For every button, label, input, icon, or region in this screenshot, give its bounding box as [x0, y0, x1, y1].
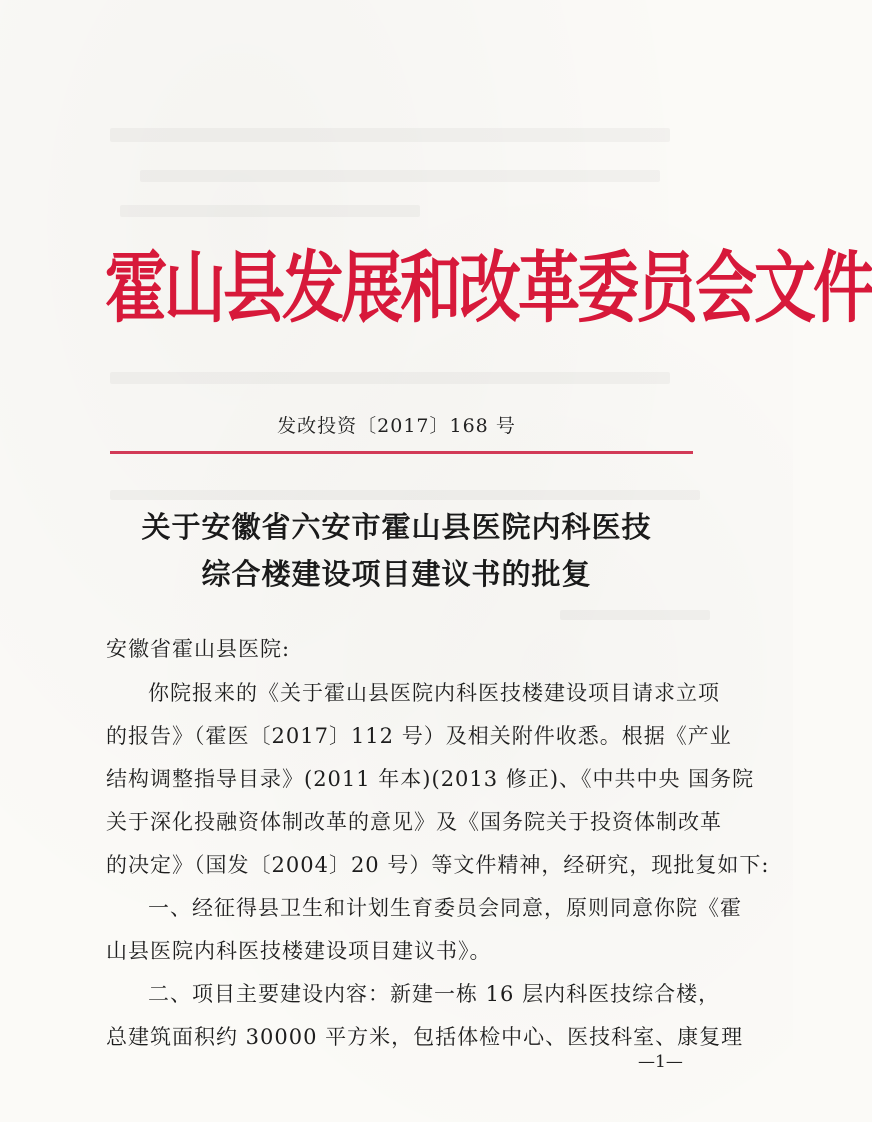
body-line: 你院报来的《关于霍山县医院内科医技楼建设项目请求立项: [148, 681, 720, 705]
body-line: 一、经征得县卫生和计划生育委员会同意，原则同意你院《霍: [148, 896, 742, 920]
body-line: 关于深化投融资体制改革的意见》及《国务院关于投资体制改革: [106, 810, 722, 834]
document-title-line-1: 关于安徽省六安市霍山县医院内科医技: [141, 510, 652, 544]
page-number: —1—: [638, 1052, 683, 1072]
body-line: 山县医院内科医技楼建设项目建议书》。: [106, 939, 492, 963]
addressee: 安徽省霍山县医院:: [106, 637, 291, 661]
red-divider-line: [110, 451, 693, 454]
body-line: 总建筑面积约 30000 平方米，包括体检中心、医技科室、康复理: [106, 1025, 744, 1049]
bleed-through-shadow: [110, 372, 670, 384]
issuer-masthead: 霍山县发展和改革委员会文件: [105, 241, 872, 333]
body-line: 的决定》（国发〔2004〕20 号）等文件精神，经研究，现批复如下:: [106, 853, 770, 877]
document-number: 发改投资〔2017〕168 号: [277, 415, 516, 437]
body-line: 二、项目主要建设内容：新建一栋 16 层内科医技综合楼，: [148, 982, 721, 1006]
bleed-through-shadow: [560, 610, 710, 620]
body-line: 结构调整指导目录》(2011 年本)(2013 修正)、《中共中央 国务院: [106, 767, 755, 791]
bleed-through-shadow: [140, 170, 660, 182]
bleed-through-shadow: [110, 490, 700, 500]
body-line: 的报告》（霍医〔2017〕112 号）及相关附件收悉。根据《产业: [106, 724, 732, 748]
document-title-line-2: 综合楼建设项目建议书的批复: [201, 557, 592, 591]
bleed-through-shadow: [110, 128, 670, 142]
